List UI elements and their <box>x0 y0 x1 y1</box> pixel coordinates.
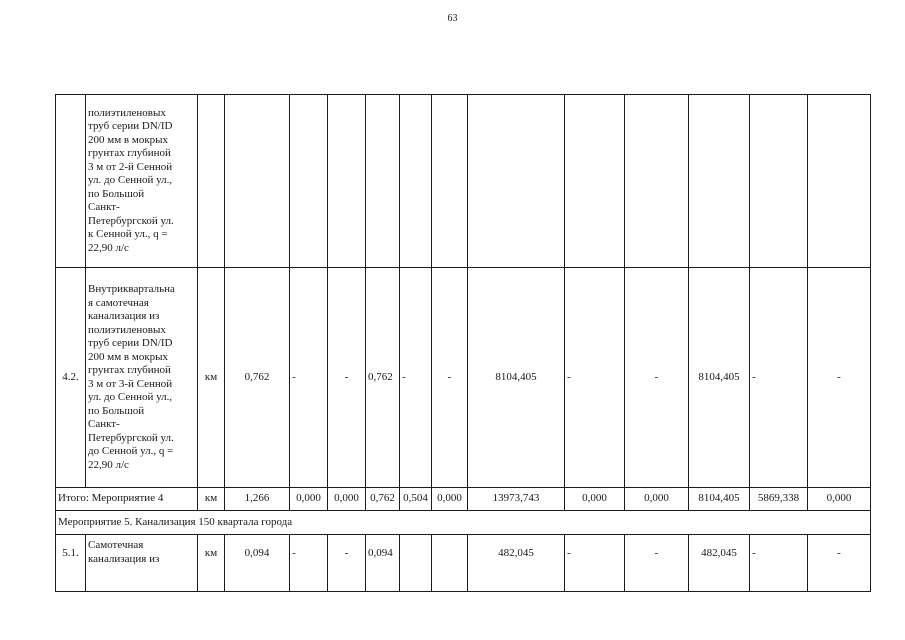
total-row <box>56 488 871 511</box>
value-cell: - <box>290 535 328 592</box>
value-cell: 0,094 <box>225 535 290 592</box>
value-cell <box>225 95 290 268</box>
value-cell: - <box>432 268 468 488</box>
value-cell: 0,094 <box>366 535 400 592</box>
description-text: Самотечная канализация из <box>88 539 160 565</box>
value-cell: 0,000 <box>808 488 871 511</box>
value-cell: - <box>808 268 871 488</box>
description-text: Внутриквартальна я самотечная канализация из полиэтиленовых труб серии DN/ID 200 мм в мокрых грунтах глубиной 3 м от 3-й Сенной ул. до Сенной ул., по Большой Санкт- Петербургской ул. до Сенной ул., q = 22,90 л/с <box>88 283 175 471</box>
value-cell <box>689 95 750 268</box>
value-cell: - <box>750 535 808 592</box>
table-row <box>56 268 871 488</box>
value-cell: 0,000 <box>328 488 366 511</box>
value-cell: 0,000 <box>625 488 689 511</box>
row-description <box>86 535 198 592</box>
section-row <box>56 511 871 535</box>
value-cell: - <box>565 268 625 488</box>
value-cell: - <box>328 535 366 592</box>
value-cell <box>565 95 625 268</box>
value-cell <box>328 95 366 268</box>
table-row <box>56 95 871 268</box>
value-cell <box>400 535 432 592</box>
value-cell <box>432 535 468 592</box>
page-number: 63 <box>447 13 458 24</box>
value-cell: - <box>400 268 432 488</box>
measures-table <box>55 94 871 592</box>
value-cell: 0,000 <box>565 488 625 511</box>
unit-cell <box>198 95 225 268</box>
value-cell <box>808 95 871 268</box>
value-cell <box>400 95 432 268</box>
row-description <box>86 268 198 488</box>
unit-cell: км <box>198 488 225 511</box>
value-cell: - <box>625 268 689 488</box>
value-cell: 0,504 <box>400 488 432 511</box>
value-cell <box>290 95 328 268</box>
value-cell <box>468 95 565 268</box>
value-cell: 8104,405 <box>468 268 565 488</box>
value-cell: 0,762 <box>366 268 400 488</box>
value-cell: - <box>328 268 366 488</box>
value-cell: 0,762 <box>225 268 290 488</box>
value-cell <box>366 95 400 268</box>
value-cell: 1,266 <box>225 488 290 511</box>
row-number <box>56 95 86 268</box>
value-cell: 8104,405 <box>689 488 750 511</box>
value-cell: 482,045 <box>468 535 565 592</box>
value-cell: - <box>808 535 871 592</box>
unit-cell: км <box>198 535 225 592</box>
description-text: полиэтиленовых труб серии DN/ID 200 мм в мокрых грунтах глубиной 3 м от 2-й Сенной ул. до Сенной ул., по Большой Санкт- Петербургской ул. к Сенной ул., q = 22,90 л/с <box>88 106 174 254</box>
value-cell: 8104,405 <box>689 268 750 488</box>
total-label: Итого: Мероприятие 4 <box>56 488 198 511</box>
value-cell: 0,000 <box>290 488 328 511</box>
row-description <box>86 95 198 268</box>
row-number: 5.1. <box>56 535 86 592</box>
value-cell <box>625 95 689 268</box>
value-cell: 5869,338 <box>750 488 808 511</box>
value-cell: - <box>290 268 328 488</box>
value-cell: 0,000 <box>432 488 468 511</box>
table-row <box>56 535 871 592</box>
value-cell: 13973,743 <box>468 488 565 511</box>
unit-cell: км <box>198 268 225 488</box>
section-title: Мероприятие 5. Канализация 150 квартала города <box>56 511 871 535</box>
value-cell: 482,045 <box>689 535 750 592</box>
value-cell: 0,762 <box>366 488 400 511</box>
value-cell <box>750 95 808 268</box>
value-cell: - <box>750 268 808 488</box>
row-number: 4.2. <box>56 268 86 488</box>
value-cell: - <box>625 535 689 592</box>
value-cell: - <box>565 535 625 592</box>
value-cell <box>432 95 468 268</box>
